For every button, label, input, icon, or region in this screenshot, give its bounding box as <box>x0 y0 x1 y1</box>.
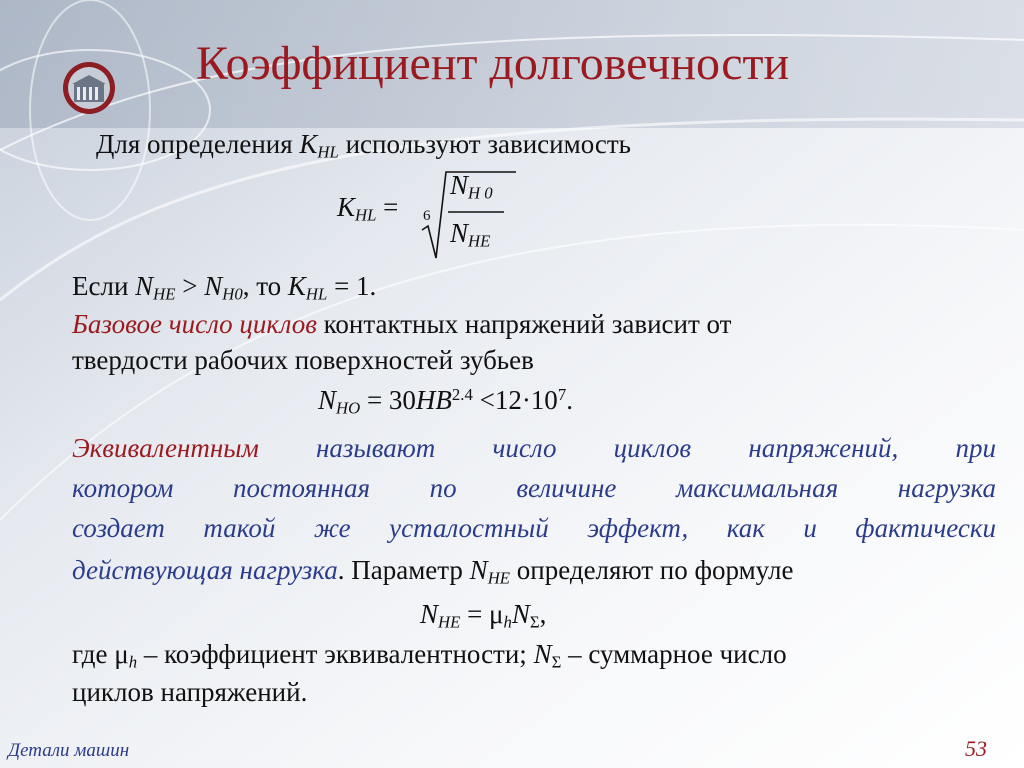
formula-khl: $K_{HL}$ = <box>337 192 399 225</box>
base-cycles-line2: твердости рабочих поверхностей зубьев <box>72 345 534 375</box>
equivalent-line3: создает такой же усталостный эффект, как и фактически <box>72 513 996 543</box>
intro-symbol-sub: HL <box>317 142 339 162</box>
intro-line <box>96 128 631 160</box>
fraction-denominator: $N_{HE}$ <box>450 218 491 251</box>
base-cycles-term: Базовое число циклов <box>72 309 317 339</box>
formula-nho: $N_{HO} = 30HB^{2.4} <12\cdot 10^7$. <box>318 384 573 418</box>
intro-text: Для определения <box>96 129 293 159</box>
slide-title: Коэффициент долговечности <box>196 37 790 90</box>
intro-symbol: K <box>299 129 318 159</box>
where-line1: где $\mu_h$ – коэффициент эквивалентности; $N_\Sigma$ – суммарное число <box>72 639 787 672</box>
base-cycles-line1: Базовое число циклов контактных напряжений зависит от <box>72 309 732 339</box>
where-line2: циклов напряжений. <box>72 677 308 707</box>
fraction-numerator: $N_{H 0}$ <box>450 170 493 203</box>
root-index: 6 <box>423 208 431 224</box>
formula-nhe: $N_{HE} = \mu_hN_\Sigma$, <box>420 599 547 632</box>
equivalent-line4: действующая нагрузка. Параметр $N_{HE}$ определяют по формуле <box>72 555 794 588</box>
intro-tail: используют зависимость <box>338 129 631 159</box>
equivalent-line1: Эквивалентным называют число циклов напряжений, при <box>72 433 996 463</box>
equivalent-term: Эквивалентным <box>72 433 259 463</box>
university-logo <box>62 58 116 118</box>
footer-subject: Детали машин <box>8 740 130 761</box>
equivalent-line2: котором постоянная по величине максимальная нагрузка <box>72 473 996 503</box>
page-number: 53 <box>965 736 987 761</box>
condition-line: Если $N_{HE} > N_{H0}$, то $K_{HL} = 1$. <box>72 271 377 304</box>
